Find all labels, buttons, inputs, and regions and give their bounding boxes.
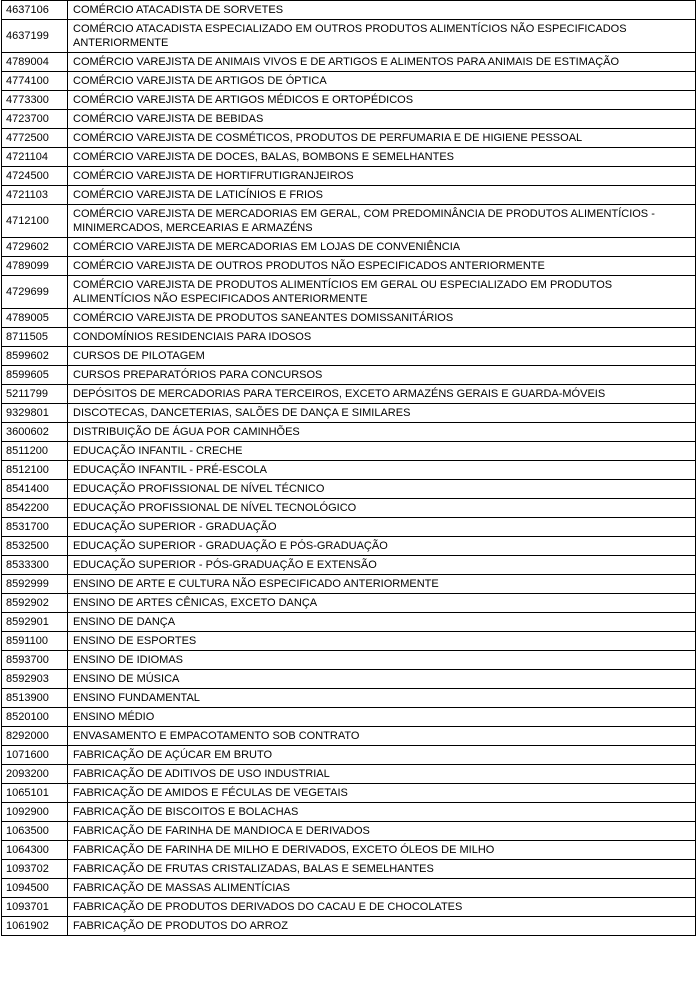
table-row [2, 205, 696, 238]
activity-code-cell: 4637199 [2, 20, 68, 53]
activity-description-cell: EDUCAÇÃO INFANTIL - CRECHE [68, 442, 696, 461]
activity-code-cell: 4789099 [2, 257, 68, 276]
table-row [2, 238, 696, 257]
table-row [2, 129, 696, 148]
activity-code-cell: 8532500 [2, 537, 68, 556]
activity-description-cell: COMÉRCIO VAREJISTA DE HORTIFRUTIGRANJEIROS [68, 167, 696, 186]
activity-code-cell: 4729699 [2, 276, 68, 309]
activity-code-cell: 4637106 [2, 1, 68, 20]
activity-description-cell: ENSINO DE IDIOMAS [68, 651, 696, 670]
activity-code-cell: 8511200 [2, 442, 68, 461]
table-row [2, 632, 696, 651]
table-row [2, 110, 696, 129]
table-row [2, 276, 696, 309]
table-row [2, 917, 696, 936]
table-row [2, 1, 696, 20]
activity-code-cell: 1064300 [2, 841, 68, 860]
table-row [2, 765, 696, 784]
table-row [2, 347, 696, 366]
activity-code-cell: 4721103 [2, 186, 68, 205]
activity-code-cell: 1093702 [2, 860, 68, 879]
table-row [2, 860, 696, 879]
table-row [2, 257, 696, 276]
activity-description-cell: COMÉRCIO ATACADISTA ESPECIALIZADO EM OUTROS PRODUTOS ALIMENTÍCIOS NÃO ESPECIFICADOS ANTERIORMENTE [68, 20, 696, 53]
activity-description-cell: ENSINO DE DANÇA [68, 613, 696, 632]
activity-description-cell: COMÉRCIO VAREJISTA DE ANIMAIS VIVOS E DE ARTIGOS E ALIMENTOS PARA ANIMAIS DE ESTIMAÇÃO [68, 53, 696, 72]
activity-description-cell: COMÉRCIO VAREJISTA DE PRODUTOS SANEANTES DOMISSANITÁRIOS [68, 309, 696, 328]
table-row [2, 366, 696, 385]
table-row [2, 442, 696, 461]
table-row [2, 461, 696, 480]
activity-code-table [1, 0, 696, 936]
activity-description-cell: COMÉRCIO VAREJISTA DE COSMÉTICOS, PRODUTOS DE PERFUMARIA E DE HIGIENE PESSOAL [68, 129, 696, 148]
table-row [2, 784, 696, 803]
activity-description-cell: COMÉRCIO VAREJISTA DE PRODUTOS ALIMENTÍCIOS EM GERAL OU ESPECIALIZADO EM PRODUTOS ALIMENTÍCIOS NÃO ESPECIFICADOS ANTERIORMENTE [68, 276, 696, 309]
table-row [2, 148, 696, 167]
activity-code-cell: 1094500 [2, 879, 68, 898]
table-row [2, 670, 696, 689]
activity-code-cell: 1065101 [2, 784, 68, 803]
activity-description-cell: EDUCAÇÃO INFANTIL - PRÉ-ESCOLA [68, 461, 696, 480]
activity-description-cell: FABRICAÇÃO DE BISCOITOS E BOLACHAS [68, 803, 696, 822]
table-row [2, 746, 696, 765]
table-row [2, 727, 696, 746]
activity-code-cell: 8541400 [2, 480, 68, 499]
activity-code-cell: 8593700 [2, 651, 68, 670]
activity-description-cell: DEPÓSITOS DE MERCADORIAS PARA TERCEIROS, EXCETO ARMAZÉNS GERAIS E GUARDA-MÓVEIS [68, 385, 696, 404]
activity-code-cell: 8591100 [2, 632, 68, 651]
activity-description-cell: FABRICAÇÃO DE PRODUTOS DO ARROZ [68, 917, 696, 936]
table-row [2, 879, 696, 898]
activity-code-cell: 4723700 [2, 110, 68, 129]
table-row [2, 72, 696, 91]
activity-code-cell: 8592903 [2, 670, 68, 689]
activity-code-cell: 8592901 [2, 613, 68, 632]
activity-code-cell: 4712100 [2, 205, 68, 238]
activity-description-cell: CURSOS DE PILOTAGEM [68, 347, 696, 366]
activity-description-cell: EDUCAÇÃO PROFISSIONAL DE NÍVEL TECNOLÓGICO [68, 499, 696, 518]
activity-description-cell: ENSINO MÉDIO [68, 708, 696, 727]
activity-code-cell: 1071600 [2, 746, 68, 765]
activity-description-cell: COMÉRCIO VAREJISTA DE ARTIGOS MÉDICOS E ORTOPÉDICOS [68, 91, 696, 110]
activity-description-cell: COMÉRCIO VAREJISTA DE MERCADORIAS EM GERAL, COM PREDOMINÂNCIA DE PRODUTOS ALIMENTÍCIOS - MINIMERCADOS, MERCEARIAS E ARMAZÉNS [68, 205, 696, 238]
table-row [2, 613, 696, 632]
table-row [2, 404, 696, 423]
activity-code-cell: 5211799 [2, 385, 68, 404]
table-row [2, 499, 696, 518]
activity-code-cell: 4773300 [2, 91, 68, 110]
table-row [2, 537, 696, 556]
table-row [2, 689, 696, 708]
table-body [2, 1, 696, 936]
activity-code-cell: 4789005 [2, 309, 68, 328]
activity-description-cell: COMÉRCIO VAREJISTA DE OUTROS PRODUTOS NÃO ESPECIFICADOS ANTERIORMENTE [68, 257, 696, 276]
table-row [2, 385, 696, 404]
activity-description-cell: FABRICAÇÃO DE AMIDOS E FÉCULAS DE VEGETAIS [68, 784, 696, 803]
activity-description-cell: EDUCAÇÃO SUPERIOR - GRADUAÇÃO E PÓS-GRADUAÇÃO [68, 537, 696, 556]
table-row [2, 518, 696, 537]
activity-description-cell: EDUCAÇÃO SUPERIOR - PÓS-GRADUAÇÃO E EXTENSÃO [68, 556, 696, 575]
activity-code-cell: 8711505 [2, 328, 68, 347]
table-row [2, 822, 696, 841]
activity-description-cell: COMÉRCIO VAREJISTA DE LATICÍNIOS E FRIOS [68, 186, 696, 205]
activity-description-cell: EDUCAÇÃO SUPERIOR - GRADUAÇÃO [68, 518, 696, 537]
activity-code-cell: 8542200 [2, 499, 68, 518]
activity-description-cell: COMÉRCIO VAREJISTA DE DOCES, BALAS, BOMBONS E SEMELHANTES [68, 148, 696, 167]
activity-code-cell: 1063500 [2, 822, 68, 841]
table-row [2, 91, 696, 110]
activity-description-cell: FABRICAÇÃO DE FRUTAS CRISTALIZADAS, BALAS E SEMELHANTES [68, 860, 696, 879]
activity-description-cell: FABRICAÇÃO DE MASSAS ALIMENTÍCIAS [68, 879, 696, 898]
activity-description-cell: CONDOMÍNIOS RESIDENCIAIS PARA IDOSOS [68, 328, 696, 347]
activity-description-cell: DISTRIBUIÇÃO DE ÁGUA POR CAMINHÕES [68, 423, 696, 442]
activity-code-cell: 8599605 [2, 366, 68, 385]
activity-description-cell: ENVASAMENTO E EMPACOTAMENTO SOB CONTRATO [68, 727, 696, 746]
activity-code-cell: 4789004 [2, 53, 68, 72]
activity-description-cell: COMÉRCIO ATACADISTA DE SORVETES [68, 1, 696, 20]
activity-description-cell: CURSOS PREPARATÓRIOS PARA CONCURSOS [68, 366, 696, 385]
activity-description-cell: FABRICAÇÃO DE FARINHA DE MILHO E DERIVADOS, EXCETO ÓLEOS DE MILHO [68, 841, 696, 860]
activity-description-cell: FABRICAÇÃO DE PRODUTOS DERIVADOS DO CACAU E DE CHOCOLATES [68, 898, 696, 917]
activity-code-cell: 9329801 [2, 404, 68, 423]
activity-code-cell: 4772500 [2, 129, 68, 148]
activity-code-cell: 1092900 [2, 803, 68, 822]
activity-code-cell: 8533300 [2, 556, 68, 575]
table-row [2, 328, 696, 347]
activity-code-cell: 8531700 [2, 518, 68, 537]
activity-code-cell: 4774100 [2, 72, 68, 91]
table-row [2, 167, 696, 186]
activity-description-cell: COMÉRCIO VAREJISTA DE MERCADORIAS EM LOJAS DE CONVENIÊNCIA [68, 238, 696, 257]
activity-description-cell: EDUCAÇÃO PROFISSIONAL DE NÍVEL TÉCNICO [68, 480, 696, 499]
table-row [2, 651, 696, 670]
activity-description-cell: ENSINO FUNDAMENTAL [68, 689, 696, 708]
activity-code-cell: 3600602 [2, 423, 68, 442]
activity-code-cell: 4724500 [2, 167, 68, 186]
activity-code-cell: 8592902 [2, 594, 68, 613]
activity-code-cell: 1093701 [2, 898, 68, 917]
activity-description-cell: COMÉRCIO VAREJISTA DE ARTIGOS DE ÓPTICA [68, 72, 696, 91]
activity-code-cell: 4721104 [2, 148, 68, 167]
activity-code-cell: 8513900 [2, 689, 68, 708]
activity-description-cell: FABRICAÇÃO DE AÇÚCAR EM BRUTO [68, 746, 696, 765]
activity-code-cell: 8592999 [2, 575, 68, 594]
table-row [2, 556, 696, 575]
activity-code-cell: 4729602 [2, 238, 68, 257]
activity-code-cell: 8292000 [2, 727, 68, 746]
table-row [2, 20, 696, 53]
activity-description-cell: COMÉRCIO VAREJISTA DE BEBIDAS [68, 110, 696, 129]
activity-description-cell: FABRICAÇÃO DE FARINHA DE MANDIOCA E DERIVADOS [68, 822, 696, 841]
activity-description-cell: DISCOTECAS, DANCETERIAS, SALÕES DE DANÇA E SIMILARES [68, 404, 696, 423]
activity-description-cell: ENSINO DE ARTE E CULTURA NÃO ESPECIFICADO ANTERIORMENTE [68, 575, 696, 594]
activity-code-cell: 8512100 [2, 461, 68, 480]
table-row [2, 708, 696, 727]
table-row [2, 594, 696, 613]
activity-code-cell: 2093200 [2, 765, 68, 784]
activity-description-cell: ENSINO DE ESPORTES [68, 632, 696, 651]
table-row [2, 480, 696, 499]
table-row [2, 53, 696, 72]
activity-code-cell: 1061902 [2, 917, 68, 936]
activity-code-cell: 8520100 [2, 708, 68, 727]
activity-description-cell: ENSINO DE MÚSICA [68, 670, 696, 689]
activity-code-cell: 8599602 [2, 347, 68, 366]
table-row [2, 841, 696, 860]
table-row [2, 898, 696, 917]
activity-description-cell: ENSINO DE ARTES CÊNICAS, EXCETO DANÇA [68, 594, 696, 613]
table-row [2, 423, 696, 442]
table-row [2, 803, 696, 822]
table-row [2, 309, 696, 328]
table-row [2, 575, 696, 594]
activity-description-cell: FABRICAÇÃO DE ADITIVOS DE USO INDUSTRIAL [68, 765, 696, 784]
table-row [2, 186, 696, 205]
